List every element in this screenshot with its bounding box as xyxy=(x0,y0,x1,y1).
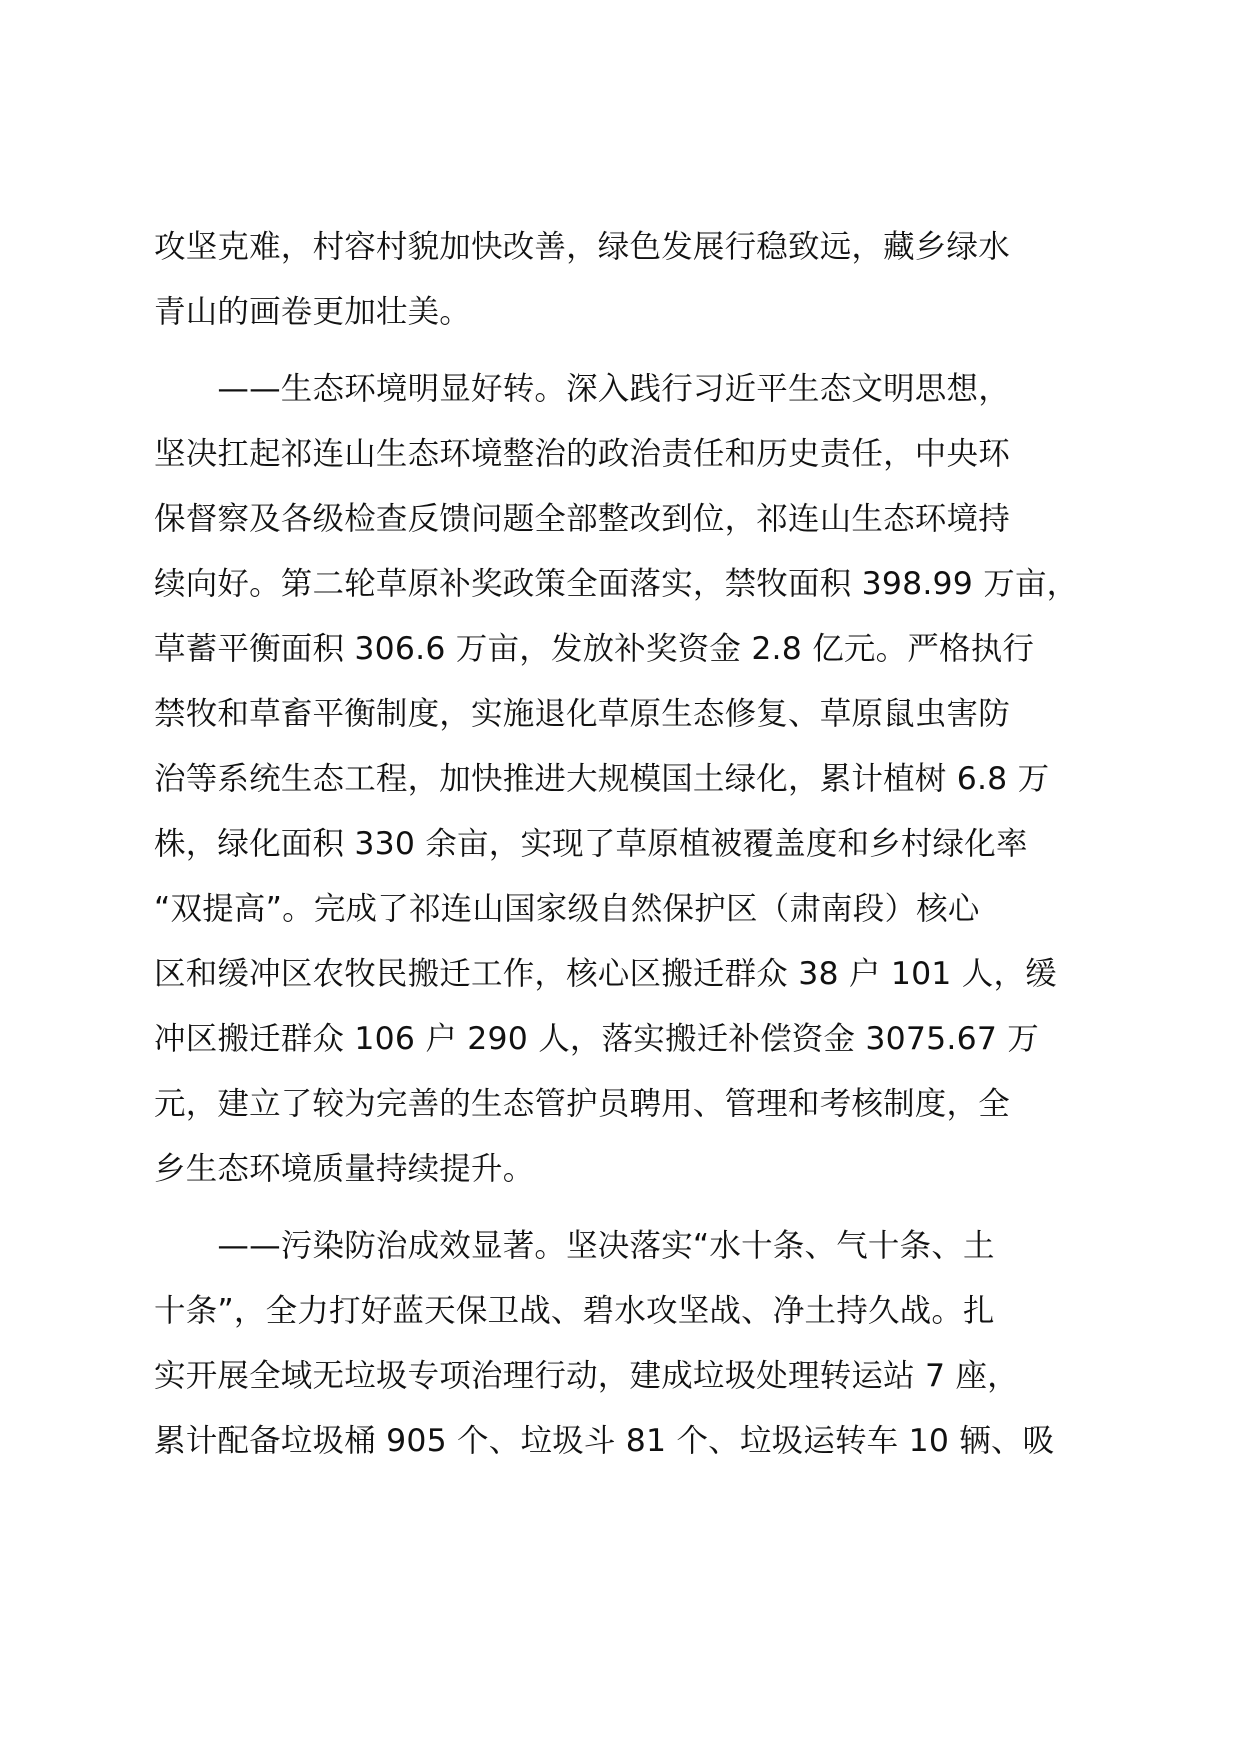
paragraph-pollution xyxy=(154,1214,1090,1474)
text-line: 坚决扛起祁连山生态环境整治的政治责任和历史责任，中央环 xyxy=(154,436,1010,472)
text-line: 乡生态环境质量持续提升。 xyxy=(154,1151,535,1187)
text-line: 续向好。第二轮草原补奖政策全面落实，禁牧面积 398.99 万亩， xyxy=(154,566,1079,602)
text-line: 治等系统生态工程，加快推进大规模国土绿化，累计植树 6.8 万 xyxy=(154,761,1050,797)
text-line: 攻坚克难，村容村貌加快改善，绿色发展行稳致远，藏乡绿水 xyxy=(154,229,1010,265)
paragraph-intro xyxy=(154,215,1090,345)
text-line: ——污染防治成效显著。坚决落实“水十条、气十条、土 xyxy=(154,1228,995,1264)
text-line: 累计配备垃圾桶 905 个、垃圾斗 81 个、垃圾运转车 10 辆、吸 xyxy=(154,1423,1055,1459)
text-line: 实开展全域无垃圾专项治理行动，建成垃圾处理转运站 7 座， xyxy=(154,1358,1019,1394)
text-line: 草蓄平衡面积 306.6 万亩，发放补奖资金 2.8 亿元。严格执行 xyxy=(154,631,1035,667)
text-line: 青山的画卷更加壮美。 xyxy=(154,294,472,330)
text-line: 保督察及各级检查反馈问题全部整改到位，祁连山生态环境持 xyxy=(154,501,1010,537)
text-line: 株，绿化面积 330 余亩，实现了草原植被覆盖度和乡村绿化率 xyxy=(154,826,1028,862)
text-line: 禁牧和草畜平衡制度，实施退化草原生态修复、草原鼠虫害防 xyxy=(154,696,1010,732)
text-line: 元，建立了较为完善的生态管护员聘用、管理和考核制度，全 xyxy=(154,1086,1010,1122)
text-line: 十条”，全力打好蓝天保卫战、碧水攻坚战、净土持久战。扎 xyxy=(154,1293,995,1329)
paragraph-ecology xyxy=(154,357,1090,1202)
text-line: ——生态环境明显好转。深入践行习近平生态文明思想， xyxy=(154,371,1010,407)
document-page xyxy=(154,215,1090,1486)
text-line: 冲区搬迁群众 106 户 290 人，落实搬迁补偿资金 3075.67 万 xyxy=(154,1021,1039,1057)
text-line: “双提高”。完成了祁连山国家级自然保护区（肃南段）核心 xyxy=(154,891,980,927)
text-line: 区和缓冲区农牧民搬迁工作，核心区搬迁群众 38 户 101 人，缓 xyxy=(154,956,1057,992)
